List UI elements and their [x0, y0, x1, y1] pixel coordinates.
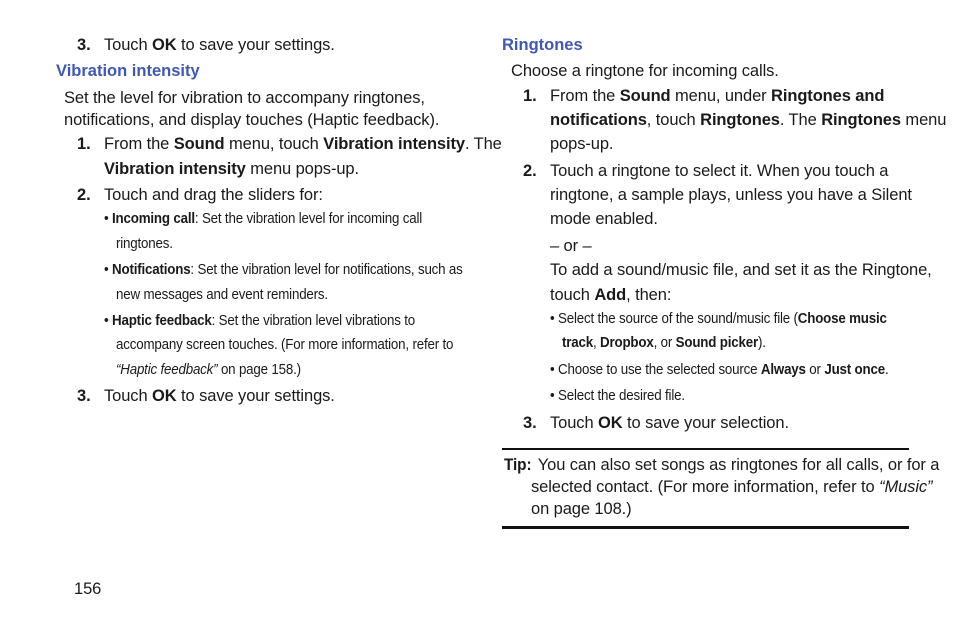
bullet-haptic-feedback-line-3: “Haptic feedback” on page 158.)	[116, 362, 301, 378]
right-step-1: 1. From the Sound menu, under Ringtones and	[523, 87, 885, 105]
add-sound-line-2: touch Add, then:	[550, 286, 672, 304]
tip-line-2: selected contact. (For more information, refer to “Music”	[531, 478, 933, 496]
ringtones-heading: Ringtones	[502, 36, 583, 54]
haptic-feedback-link[interactable]: “Haptic feedback”	[116, 362, 218, 378]
bullet-select-source-line-2: track, Dropbox, or Sound picker).	[562, 335, 766, 351]
page-number: 156	[74, 580, 102, 598]
or-separator: – or –	[550, 237, 592, 255]
right-step-3: 3. Touch OK to save your selection.	[523, 414, 789, 432]
bullet-select-file: • Select the desired file.	[550, 388, 685, 404]
tip-line-1: Tip: You can also set songs as ringtones for all calls, or for a	[504, 453, 939, 477]
bullet-notifications-line-2: new messages and event reminders.	[116, 287, 328, 303]
bullet-incoming-call: • Incoming call: Set the vibration level for incoming call	[104, 211, 423, 227]
right-step-1-line-3: pops-up.	[550, 135, 614, 153]
right-step-2-line-3: mode enabled.	[550, 210, 658, 228]
bullet-select-source: • Select the source of the sound/music file (Choose music	[550, 311, 887, 327]
tip-top-rule	[502, 448, 909, 450]
vibration-intro-line-1: Set the level for vibration to accompany ringtones,	[64, 89, 425, 107]
bullet-choose-source: • Choose to use the selected source Always or Just once.	[550, 362, 889, 378]
tip-label: Tip:	[504, 456, 532, 474]
bullet-haptic-feedback-line-2: accompany screen touches. (For more information, refer to	[116, 337, 454, 353]
left-step-3-top: 3. Touch OK to save your settings.	[77, 36, 335, 54]
add-sound-line-1: To add a sound/music file, and set it as the Ringtone,	[550, 261, 932, 279]
bullet-incoming-call-line-2: ringtones.	[116, 236, 173, 252]
bullet-haptic-feedback: • Haptic feedback: Set the vibration level vibrations to	[104, 313, 416, 329]
left-step-3: 3. Touch OK to save your settings.	[77, 387, 335, 405]
right-step-2-line-2: ringtone, a sample plays, unless you have a Silent	[550, 186, 912, 204]
right-step-2: 2. Touch a ringtone to select it. When you touch a	[523, 162, 889, 180]
vibration-intensity-heading: Vibration intensity	[56, 62, 200, 80]
music-link[interactable]: “Music”	[879, 478, 933, 496]
tip-line-3: on page 108.)	[531, 500, 632, 518]
left-step-1-line-2: Vibration intensity menu pops-up.	[104, 160, 359, 178]
right-step-1-line-2: notifications, touch Ringtones. The Ringtones menu	[550, 111, 947, 129]
left-step-2: 2. Touch and drag the sliders for:	[77, 186, 323, 204]
left-step-1: 1. From the Sound menu, touch Vibration intensity. The	[77, 135, 502, 153]
vibration-intro-line-2: notifications, and display touches (Haptic feedback).	[64, 111, 440, 129]
ringtones-intro: Choose a ringtone for incoming calls.	[511, 62, 779, 80]
bullet-notifications: • Notifications: Set the vibration level for notifications, such as	[104, 262, 463, 278]
tip-bottom-rule	[502, 526, 909, 529]
